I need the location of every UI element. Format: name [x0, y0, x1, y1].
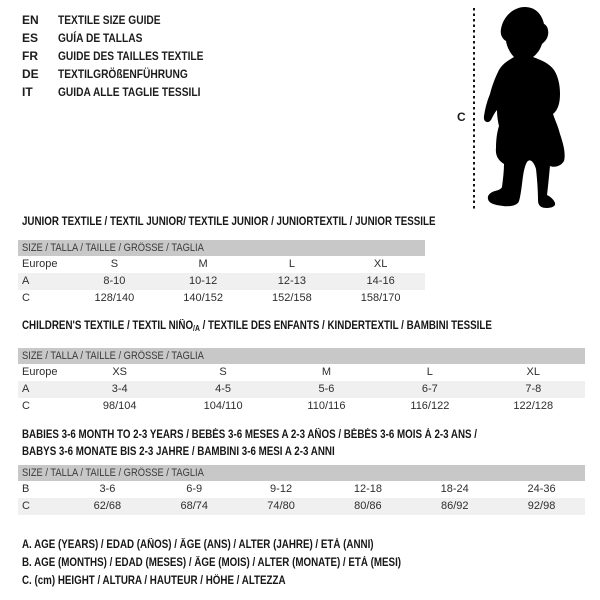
- size-value-cell: 4-5: [171, 381, 274, 398]
- size-value-cell: 128/140: [94, 292, 135, 304]
- size-value-cell: 122/128: [513, 400, 554, 412]
- size-header-label: SIZE / TALLA / TAILLE / GRÖSSE / TAGLIA: [22, 350, 204, 362]
- language-title: GUIDA ALLE TAGLIE TESSILI: [58, 85, 201, 99]
- row-label-cell: C: [22, 400, 30, 412]
- height-label-c: C: [457, 110, 466, 124]
- footnote-a-text: A. AGE (YEARS) / EDAD (AÑOS) / ÂGE (ANS) / ALTER (JAHRE) / ETÀ (ANNI): [22, 539, 374, 551]
- language-title: GUIDE DES TAILLES TEXTILE: [58, 49, 204, 63]
- size-header-row: [18, 240, 425, 256]
- size-header-row: [18, 348, 585, 364]
- junior-section-title-text: JUNIOR TEXTILE / TEXTIL JUNIOR/ TEXTILE JUNIOR / JUNIORTEXTIL / JUNIOR TESSILE: [22, 216, 436, 228]
- size-header-label: SIZE / TALLA / TAILLE / GRÖSSE / TAGLIA: [22, 242, 204, 254]
- size-value-cell: 24-36: [527, 483, 556, 495]
- size-value-cell: 14-16: [336, 273, 425, 290]
- footnote-a: [22, 536, 468, 554]
- language-row-en: [22, 11, 229, 29]
- age-years-row: [18, 381, 585, 398]
- size-value-cell: 86/92: [411, 498, 498, 515]
- size-header-row: [18, 465, 585, 481]
- europe-sizes-row: [18, 256, 425, 273]
- language-row-de: [22, 65, 229, 83]
- size-value-cell: 62/68: [64, 498, 151, 515]
- children-title-post: / TEXTILE DES ENFANTS / KINDERTEXTIL / BAMBINI TESSILE: [199, 320, 492, 332]
- language-title: GUÍA DE TALLAS: [58, 31, 143, 45]
- size-value-cell: 9-12: [270, 483, 293, 495]
- height-cm-row: [18, 398, 585, 415]
- row-label-cell: A: [18, 273, 70, 290]
- language-code: IT: [22, 85, 33, 99]
- row-label-cell: C: [18, 498, 64, 515]
- babies-title-line1: BABIES 3-6 MONTH TO 2-3 YEARS / BEBÉS 3-6 MESES A 2-3 AÑOS / BÉBÉS 3-6 MOIS À 2-3 ANS /: [22, 429, 478, 441]
- children-title-subscript: /A: [193, 324, 200, 333]
- footnote-b: [22, 554, 468, 572]
- babies-section-title: [22, 427, 557, 461]
- junior-size-table: [18, 240, 425, 307]
- height-cm-row: [18, 498, 585, 515]
- size-value-cell: 5-6: [275, 381, 378, 398]
- size-column-header: M: [198, 258, 208, 270]
- size-column-header: XL: [373, 258, 388, 270]
- size-value-cell: 68/74: [151, 498, 238, 515]
- size-value-cell: 98/104: [102, 400, 137, 412]
- language-row-fr: [22, 47, 229, 65]
- size-value-cell: 92/98: [498, 498, 585, 515]
- children-section-title-text: [22, 320, 492, 335]
- size-value-cell: 104/110: [203, 400, 243, 412]
- size-column-header: S: [219, 366, 227, 378]
- size-value-cell: 10-12: [159, 273, 248, 290]
- footnote-c-text: C. (cm) HEIGHT / ALTURA / HAUTEUR / HÖHE / ALTEZZA: [22, 575, 286, 587]
- height-cm-row: [18, 290, 425, 307]
- size-value-cell: 12-18: [353, 483, 382, 495]
- europe-sizes-row: [18, 364, 585, 381]
- children-size-table: [18, 348, 585, 415]
- babies-title-line2: BABYS 3-6 MONATE BIS 2-3 JAHRE / BAMBINI 3-6 MESI A 2-3 ANNI: [22, 446, 335, 458]
- size-column-header: S: [110, 258, 119, 270]
- size-value-cell: 158/170: [360, 292, 401, 304]
- size-value-cell: 74/80: [238, 498, 325, 515]
- size-value-cell: 7-8: [482, 381, 585, 398]
- language-code: FR: [22, 49, 38, 63]
- footnote-c: [22, 572, 468, 590]
- size-column-header: M: [321, 366, 332, 378]
- region-label-cell: Europe: [22, 366, 58, 378]
- size-value-cell: 3-4: [68, 381, 171, 398]
- language-code: DE: [22, 67, 39, 81]
- size-header-label: SIZE / TALLA / TAILLE / GRÖSSE / TAGLIA: [22, 467, 204, 479]
- language-title: TEXTILGRÖßENFÜHRUNG: [58, 67, 188, 81]
- row-label-cell: A: [18, 381, 68, 398]
- babies-size-table: [18, 465, 585, 515]
- region-label-cell: Europe: [22, 258, 58, 270]
- age-months-row: [18, 481, 585, 498]
- junior-section-title: [22, 216, 508, 229]
- size-value-cell: 140/152: [183, 292, 223, 304]
- children-title-pre: CHILDREN'S TEXTILE / TEXTIL NIÑO: [22, 320, 194, 332]
- size-header-cell: [18, 240, 425, 256]
- height-measure-dashed-line: [473, 8, 475, 210]
- size-column-header: L: [288, 258, 295, 270]
- language-row-es: [22, 29, 229, 47]
- size-value-cell: 116/122: [410, 400, 450, 412]
- toddler-silhouette-icon: [481, 5, 577, 209]
- footnote-b-text: B. AGE (MONTHS) / EDAD (MESES) / ÂGE (MOIS) / ALTER (MONATE) / ETÀ (MESI): [22, 557, 402, 569]
- size-value-cell: 8-10: [70, 273, 159, 290]
- language-code: EN: [22, 13, 39, 27]
- row-label-cell: C: [22, 292, 30, 304]
- age-years-row: [18, 273, 425, 290]
- size-value-cell: 80/86: [324, 498, 411, 515]
- size-value-cell: 6-9: [186, 483, 203, 495]
- row-label-cell: B: [22, 483, 30, 495]
- size-value-cell: 12-13: [248, 273, 337, 290]
- language-title: TEXTILE SIZE GUIDE: [58, 13, 161, 27]
- size-value-cell: 152/158: [271, 292, 312, 304]
- footnotes: [22, 536, 468, 590]
- language-row-it: [22, 83, 229, 101]
- size-header-cell: [18, 348, 585, 364]
- size-value-cell: 18-24: [440, 483, 469, 495]
- language-code: ES: [22, 31, 39, 45]
- children-section-title: [22, 320, 575, 335]
- size-header-cell: [18, 465, 585, 481]
- size-column-header: XL: [526, 366, 541, 378]
- size-value-cell: 110/116: [307, 400, 346, 412]
- size-column-header: XS: [112, 366, 128, 378]
- language-title-list: [22, 11, 229, 101]
- size-value-cell: 3-6: [99, 483, 116, 495]
- size-column-header: L: [426, 366, 433, 378]
- size-value-cell: 6-7: [378, 381, 481, 398]
